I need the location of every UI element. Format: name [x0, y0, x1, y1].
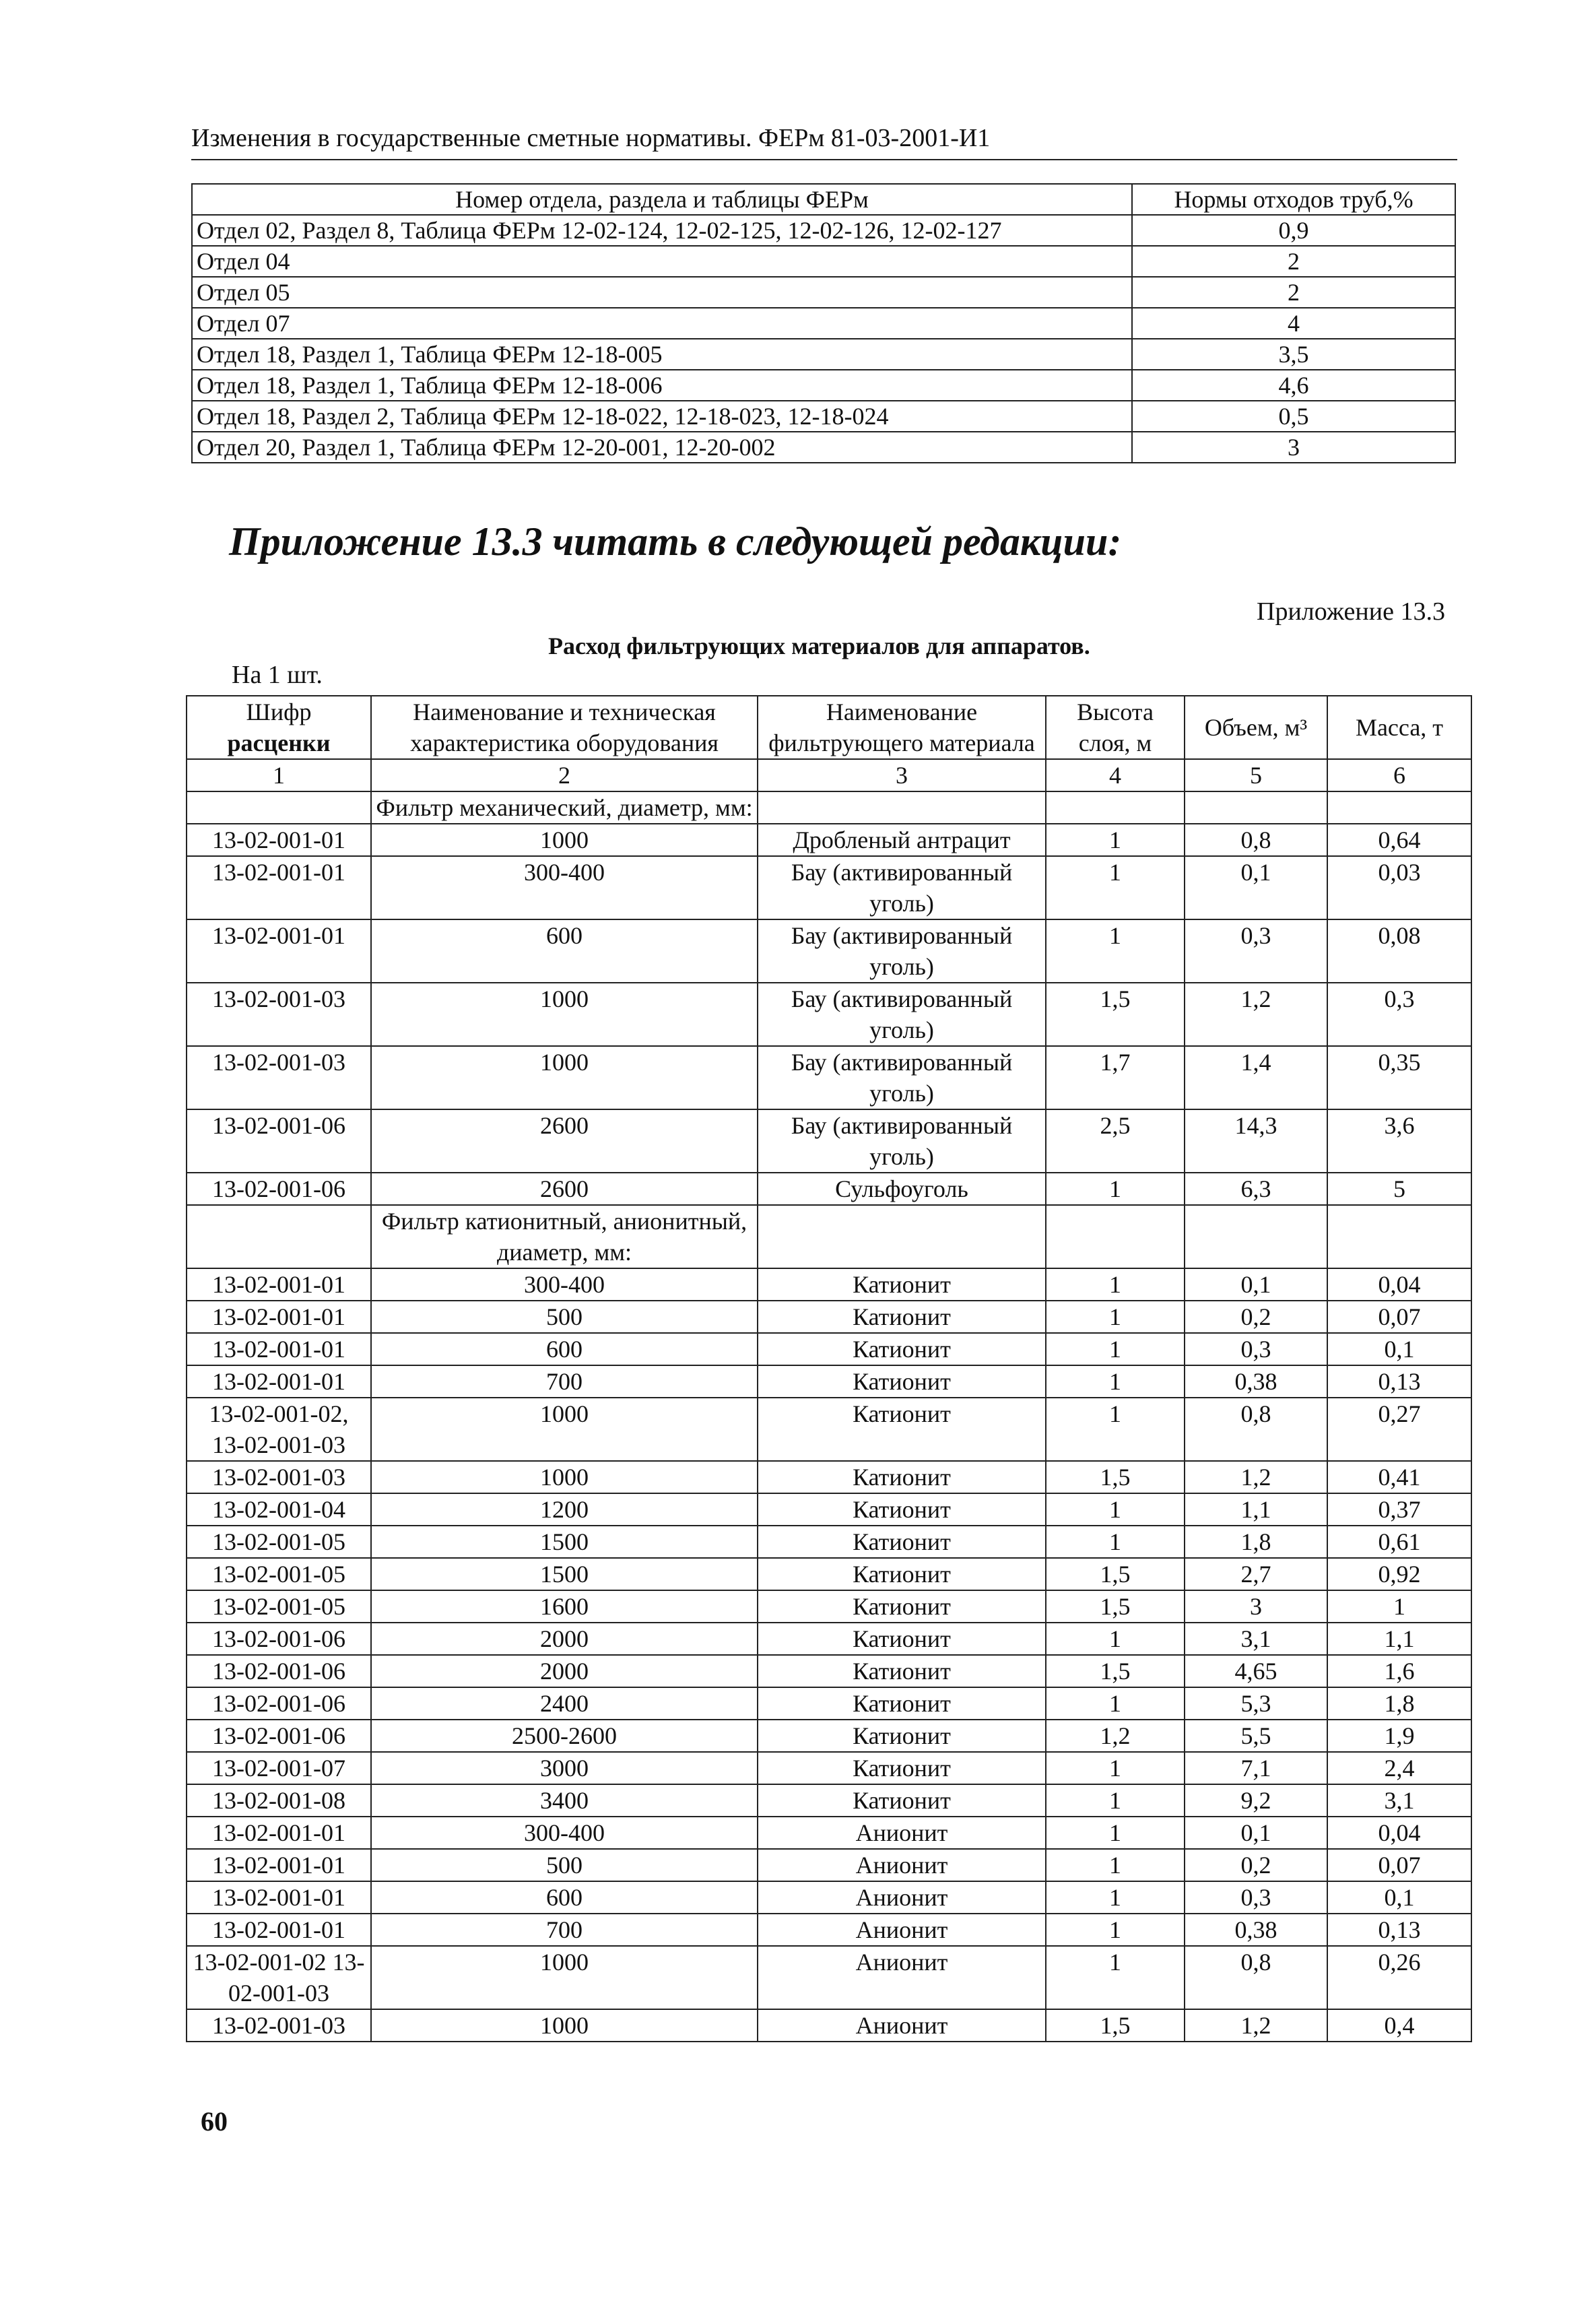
layer-height-cell — [1046, 1205, 1185, 1268]
norms-row — [192, 246, 1455, 277]
norms-section-cell: Отдел 18, Раздел 1, Таблица ФЕРм 12-18-006 — [192, 370, 1132, 401]
volume-cell — [1185, 1205, 1327, 1268]
material-cell: Анионит — [758, 1946, 1046, 2009]
equipment-cell: 2600 — [371, 1109, 758, 1173]
equipment-cell: 300-400 — [371, 856, 758, 919]
material-cell: Катионит — [758, 1655, 1046, 1687]
code-cell: 13-02-001-05 — [187, 1558, 371, 1590]
equipment-cell: 1000 — [371, 1046, 758, 1109]
equipment-cell: 3400 — [371, 1784, 758, 1817]
group-header-row — [187, 1205, 1471, 1268]
table-row — [187, 1301, 1471, 1333]
mass-cell: 1,6 — [1327, 1655, 1471, 1687]
equipment-cell: 2500-2600 — [371, 1720, 758, 1752]
layer-height-cell: 1,5 — [1046, 983, 1185, 1046]
mass-cell: 0,07 — [1327, 1849, 1471, 1881]
table-row — [187, 1946, 1471, 2009]
volume-cell: 7,1 — [1185, 1752, 1327, 1784]
mass-cell: 0,41 — [1327, 1461, 1471, 1493]
volume-cell: 0,38 — [1185, 1365, 1327, 1398]
norms-section-cell: Отдел 02, Раздел 8, Таблица ФЕРм 12-02-124, 12-02-125, 12-02-126, 12-02-127 — [192, 215, 1132, 246]
material-cell: Катионит — [758, 1526, 1046, 1558]
page-number: 60 — [201, 2106, 228, 2137]
mass-cell: 0,07 — [1327, 1301, 1471, 1333]
layer-height-cell: 1 — [1046, 1398, 1185, 1461]
mass-cell: 0,26 — [1327, 1946, 1471, 2009]
table-row — [187, 1398, 1471, 1461]
code-cell: 13-02-001-03 — [187, 1046, 371, 1109]
header-code: Шифр расценки — [187, 696, 371, 759]
layer-height-cell: 1 — [1046, 856, 1185, 919]
volume-cell: 1,4 — [1185, 1046, 1327, 1109]
mass-cell: 0,4 — [1327, 2009, 1471, 2042]
equipment-cell: Фильтр механический, диаметр, мм: — [371, 791, 758, 824]
equipment-cell: 1000 — [371, 1461, 758, 1493]
volume-cell: 1,1 — [1185, 1493, 1327, 1526]
layer-height-cell: 1,5 — [1046, 1461, 1185, 1493]
volume-cell: 3 — [1185, 1590, 1327, 1623]
mass-cell: 0,04 — [1327, 1268, 1471, 1301]
material-cell: Катионит — [758, 1333, 1046, 1365]
mass-cell: 0,64 — [1327, 824, 1471, 856]
mass-cell: 1 — [1327, 1590, 1471, 1623]
equipment-cell: 1000 — [371, 2009, 758, 2042]
material-cell: Бау (активированный уголь) — [758, 983, 1046, 1046]
equipment-cell: 1000 — [371, 1398, 758, 1461]
layer-height-cell: 1 — [1046, 919, 1185, 983]
equipment-cell: 500 — [371, 1301, 758, 1333]
equipment-cell: 1000 — [371, 1946, 758, 2009]
equipment-cell: 1000 — [371, 983, 758, 1046]
material-cell: Бау (активированный уголь) — [758, 1109, 1046, 1173]
filter-header-row — [187, 696, 1471, 759]
norms-row — [192, 370, 1455, 401]
code-cell: 13-02-001-04 — [187, 1493, 371, 1526]
table-row — [187, 1526, 1471, 1558]
volume-cell — [1185, 791, 1327, 824]
code-cell: 13-02-001-06 — [187, 1173, 371, 1205]
layer-height-cell: 1 — [1046, 1784, 1185, 1817]
table-row — [187, 983, 1471, 1046]
appendix-heading: Приложение 13.3 читать в следующей редакции: — [229, 519, 1122, 564]
code-cell: 13-02-001-01 — [187, 856, 371, 919]
volume-cell: 0,1 — [1185, 856, 1327, 919]
mass-cell — [1327, 1205, 1471, 1268]
norms-section-cell: Отдел 18, Раздел 1, Таблица ФЕРм 12-18-005 — [192, 339, 1132, 370]
material-cell: Катионит — [758, 1590, 1046, 1623]
table-row — [187, 1784, 1471, 1817]
material-cell: Анионит — [758, 1881, 1046, 1914]
mass-cell: 0,08 — [1327, 919, 1471, 983]
table-row — [187, 1687, 1471, 1720]
layer-height-cell: 1 — [1046, 1881, 1185, 1914]
table-row — [187, 1720, 1471, 1752]
mass-cell: 3,6 — [1327, 1109, 1471, 1173]
layer-height-cell: 1,5 — [1046, 1558, 1185, 1590]
volume-cell: 0,3 — [1185, 1881, 1327, 1914]
code-cell: 13-02-001-06 — [187, 1687, 371, 1720]
mass-cell: 0,92 — [1327, 1558, 1471, 1590]
volume-cell: 0,3 — [1185, 919, 1327, 983]
table-row — [187, 1046, 1471, 1109]
volume-cell: 1,2 — [1185, 1461, 1327, 1493]
material-cell: Катионит — [758, 1558, 1046, 1590]
code-cell: 13-02-001-03 — [187, 2009, 371, 2042]
code-cell: 13-02-001-01 — [187, 1268, 371, 1301]
mass-cell: 0,04 — [1327, 1817, 1471, 1849]
table-row — [187, 1268, 1471, 1301]
volume-cell: 9,2 — [1185, 1784, 1327, 1817]
layer-height-cell: 1 — [1046, 1301, 1185, 1333]
equipment-cell: 1600 — [371, 1590, 758, 1623]
norms-value-cell: 4,6 — [1132, 370, 1455, 401]
material-cell: Дробленый антрацит — [758, 824, 1046, 856]
material-cell: Катионит — [758, 1752, 1046, 1784]
norms-row — [192, 339, 1455, 370]
layer-height-cell: 1 — [1046, 824, 1185, 856]
mass-cell: 0,37 — [1327, 1493, 1471, 1526]
waste-norms-table — [191, 183, 1456, 463]
layer-height-cell: 1,5 — [1046, 1655, 1185, 1687]
equipment-cell: 1000 — [371, 824, 758, 856]
layer-height-cell: 1,5 — [1046, 2009, 1185, 2042]
code-cell: 13-02-001-02 13-02-001-03 — [187, 1946, 371, 2009]
header-material: Наименование фильтрующего материала — [758, 696, 1046, 759]
equipment-cell: 2600 — [371, 1173, 758, 1205]
volume-cell: 6,3 — [1185, 1173, 1327, 1205]
table-row — [187, 1752, 1471, 1784]
volume-cell: 0,2 — [1185, 1849, 1327, 1881]
norms-value-cell: 4 — [1132, 308, 1455, 339]
appendix-reference: Приложение 13.3 — [1257, 597, 1445, 626]
norms-value-cell: 0,5 — [1132, 401, 1455, 432]
group-header-row — [187, 791, 1471, 824]
norms-section-cell: Отдел 05 — [192, 277, 1132, 308]
equipment-cell: 600 — [371, 1881, 758, 1914]
norms-section-cell: Отдел 04 — [192, 246, 1132, 277]
equipment-cell: 2000 — [371, 1623, 758, 1655]
column-number: 3 — [758, 759, 1046, 791]
volume-cell: 1,2 — [1185, 2009, 1327, 2042]
mass-cell: 0,03 — [1327, 856, 1471, 919]
mass-cell — [1327, 791, 1471, 824]
mass-cell: 0,27 — [1327, 1398, 1471, 1461]
mass-cell: 0,61 — [1327, 1526, 1471, 1558]
material-cell: Катионит — [758, 1268, 1046, 1301]
volume-cell: 1,2 — [1185, 983, 1327, 1046]
mass-cell: 0,1 — [1327, 1881, 1471, 1914]
material-cell: Катионит — [758, 1301, 1046, 1333]
material-cell: Катионит — [758, 1784, 1046, 1817]
code-cell: 13-02-001-03 — [187, 1461, 371, 1493]
equipment-cell: 1200 — [371, 1493, 758, 1526]
column-number: 1 — [187, 759, 371, 791]
mass-cell: 1,8 — [1327, 1687, 1471, 1720]
column-number: 5 — [1185, 759, 1327, 791]
mass-cell: 0,13 — [1327, 1365, 1471, 1398]
running-title: Изменения в государственные сметные нормативы. ФЕРм 81-03-2001-И1 — [191, 121, 1457, 160]
table-row — [187, 1173, 1471, 1205]
layer-height-cell: 1 — [1046, 1268, 1185, 1301]
material-cell: Катионит — [758, 1493, 1046, 1526]
volume-cell: 1,8 — [1185, 1526, 1327, 1558]
units-note: На 1 шт. — [232, 661, 323, 689]
norms-value-cell: 3 — [1132, 432, 1455, 463]
norms-value-cell: 2 — [1132, 277, 1455, 308]
norms-header-row — [192, 184, 1455, 215]
code-cell: 13-02-001-01 — [187, 919, 371, 983]
equipment-cell: 2000 — [371, 1655, 758, 1687]
material-cell: Катионит — [758, 1687, 1046, 1720]
table-row — [187, 1461, 1471, 1493]
layer-height-cell: 1 — [1046, 1526, 1185, 1558]
material-cell — [758, 1205, 1046, 1268]
layer-height-cell — [1046, 791, 1185, 824]
norms-row — [192, 432, 1455, 463]
table-row — [187, 1655, 1471, 1687]
code-cell: 13-02-001-07 — [187, 1752, 371, 1784]
equipment-cell: 500 — [371, 1849, 758, 1881]
header-volume: Объем, м³ — [1185, 696, 1327, 759]
layer-height-cell: 1 — [1046, 1333, 1185, 1365]
code-cell: 13-02-001-03 — [187, 983, 371, 1046]
norms-row — [192, 308, 1455, 339]
code-cell: 13-02-001-06 — [187, 1109, 371, 1173]
mass-cell: 1,1 — [1327, 1623, 1471, 1655]
layer-height-cell: 1 — [1046, 1493, 1185, 1526]
material-cell: Сульфоуголь — [758, 1173, 1046, 1205]
layer-height-cell: 1 — [1046, 1849, 1185, 1881]
code-cell: 13-02-001-02, 13-02-001-03 — [187, 1398, 371, 1461]
code-cell: 13-02-001-01 — [187, 1914, 371, 1946]
equipment-cell: 700 — [371, 1914, 758, 1946]
equipment-cell: Фильтр катионитный, анионитный, диаметр, мм: — [371, 1205, 758, 1268]
layer-height-cell: 2,5 — [1046, 1109, 1185, 1173]
equipment-cell: 1500 — [371, 1558, 758, 1590]
code-cell: 13-02-001-01 — [187, 1333, 371, 1365]
norms-row — [192, 215, 1455, 246]
mass-cell: 0,35 — [1327, 1046, 1471, 1109]
code-cell: 13-02-001-06 — [187, 1720, 371, 1752]
material-cell: Бау (активированный уголь) — [758, 856, 1046, 919]
code-cell — [187, 791, 371, 824]
norms-section-cell: Отдел 07 — [192, 308, 1132, 339]
material-cell: Анионит — [758, 1914, 1046, 1946]
volume-cell: 4,65 — [1185, 1655, 1327, 1687]
table-row — [187, 1333, 1471, 1365]
table-row — [187, 2009, 1471, 2042]
equipment-cell: 300-400 — [371, 1268, 758, 1301]
header-equipment: Наименование и техническая характеристика оборудования — [371, 696, 758, 759]
table-row — [187, 1817, 1471, 1849]
layer-height-cell: 1 — [1046, 1752, 1185, 1784]
mass-cell: 1,9 — [1327, 1720, 1471, 1752]
layer-height-cell: 1 — [1046, 1623, 1185, 1655]
layer-height-cell: 1,5 — [1046, 1590, 1185, 1623]
code-cell: 13-02-001-01 — [187, 1881, 371, 1914]
header-layer-height: Высота слоя, м — [1046, 696, 1185, 759]
column-number: 2 — [371, 759, 758, 791]
equipment-cell: 1500 — [371, 1526, 758, 1558]
volume-cell: 0,3 — [1185, 1333, 1327, 1365]
table-row — [187, 1109, 1471, 1173]
code-cell: 13-02-001-01 — [187, 824, 371, 856]
equipment-cell: 3000 — [371, 1752, 758, 1784]
layer-height-cell: 1 — [1046, 1946, 1185, 2009]
mass-cell: 3,1 — [1327, 1784, 1471, 1817]
table-row — [187, 1493, 1471, 1526]
volume-cell: 0,8 — [1185, 824, 1327, 856]
table-row — [187, 1365, 1471, 1398]
header-mass: Масса, т — [1327, 696, 1471, 759]
mass-cell: 2,4 — [1327, 1752, 1471, 1784]
table-caption: Расход фильтрующих материалов для аппаратов. — [548, 632, 1090, 659]
code-cell: 13-02-001-01 — [187, 1365, 371, 1398]
layer-height-cell: 1,7 — [1046, 1046, 1185, 1109]
volume-cell: 0,1 — [1185, 1268, 1327, 1301]
layer-height-cell: 1,2 — [1046, 1720, 1185, 1752]
column-number: 6 — [1327, 759, 1471, 791]
volume-cell: 3,1 — [1185, 1623, 1327, 1655]
layer-height-cell: 1 — [1046, 1914, 1185, 1946]
norms-row — [192, 277, 1455, 308]
material-cell — [758, 791, 1046, 824]
mass-cell: 5 — [1327, 1173, 1471, 1205]
layer-height-cell: 1 — [1046, 1817, 1185, 1849]
material-cell: Бау (активированный уголь) — [758, 919, 1046, 983]
code-cell: 13-02-001-08 — [187, 1784, 371, 1817]
layer-height-cell: 1 — [1046, 1687, 1185, 1720]
table-row — [187, 856, 1471, 919]
mass-cell: 0,1 — [1327, 1333, 1471, 1365]
code-cell: 13-02-001-06 — [187, 1623, 371, 1655]
equipment-cell: 700 — [371, 1365, 758, 1398]
layer-height-cell: 1 — [1046, 1173, 1185, 1205]
table-row — [187, 1881, 1471, 1914]
volume-cell: 14,3 — [1185, 1109, 1327, 1173]
volume-cell: 2,7 — [1185, 1558, 1327, 1590]
equipment-cell: 2400 — [371, 1687, 758, 1720]
equipment-cell: 600 — [371, 1333, 758, 1365]
material-cell: Анионит — [758, 1817, 1046, 1849]
filter-materials-table — [186, 695, 1472, 2042]
code-cell: 13-02-001-06 — [187, 1655, 371, 1687]
code-cell: 13-02-001-01 — [187, 1301, 371, 1333]
norms-header-section: Номер отдела, раздела и таблицы ФЕРм — [192, 184, 1132, 215]
mass-cell: 0,3 — [1327, 983, 1471, 1046]
material-cell: Катионит — [758, 1398, 1046, 1461]
table-row — [187, 824, 1471, 856]
table-row — [187, 919, 1471, 983]
material-cell: Катионит — [758, 1365, 1046, 1398]
table-row — [187, 1623, 1471, 1655]
volume-cell: 0,2 — [1185, 1301, 1327, 1333]
material-cell: Катионит — [758, 1461, 1046, 1493]
code-cell: 13-02-001-01 — [187, 1849, 371, 1881]
layer-height-cell: 1 — [1046, 1365, 1185, 1398]
equipment-cell: 600 — [371, 919, 758, 983]
volume-cell: 5,3 — [1185, 1687, 1327, 1720]
mass-cell: 0,13 — [1327, 1914, 1471, 1946]
norms-value-cell: 0,9 — [1132, 215, 1455, 246]
column-number-row — [187, 759, 1471, 791]
volume-cell: 0,38 — [1185, 1914, 1327, 1946]
material-cell: Анионит — [758, 2009, 1046, 2042]
table-row — [187, 1590, 1471, 1623]
volume-cell: 0,1 — [1185, 1817, 1327, 1849]
code-cell: 13-02-001-05 — [187, 1590, 371, 1623]
norms-section-cell: Отдел 20, Раздел 1, Таблица ФЕРм 12-20-001, 12-20-002 — [192, 432, 1132, 463]
norms-value-cell: 2 — [1132, 246, 1455, 277]
norms-row — [192, 401, 1455, 432]
table-row — [187, 1914, 1471, 1946]
volume-cell: 5,5 — [1185, 1720, 1327, 1752]
material-cell: Катионит — [758, 1720, 1046, 1752]
code-cell — [187, 1205, 371, 1268]
table-row — [187, 1849, 1471, 1881]
column-number: 4 — [1046, 759, 1185, 791]
material-cell: Анионит — [758, 1849, 1046, 1881]
material-cell: Бау (активированный уголь) — [758, 1046, 1046, 1109]
volume-cell: 0,8 — [1185, 1946, 1327, 2009]
volume-cell: 0,8 — [1185, 1398, 1327, 1461]
norms-value-cell: 3,5 — [1132, 339, 1455, 370]
material-cell: Катионит — [758, 1623, 1046, 1655]
code-cell: 13-02-001-05 — [187, 1526, 371, 1558]
table-row — [187, 1558, 1471, 1590]
code-cell: 13-02-001-01 — [187, 1817, 371, 1849]
equipment-cell: 300-400 — [371, 1817, 758, 1849]
norms-header-waste: Нормы отходов труб,% — [1132, 184, 1455, 215]
norms-section-cell: Отдел 18, Раздел 2, Таблица ФЕРм 12-18-022, 12-18-023, 12-18-024 — [192, 401, 1132, 432]
